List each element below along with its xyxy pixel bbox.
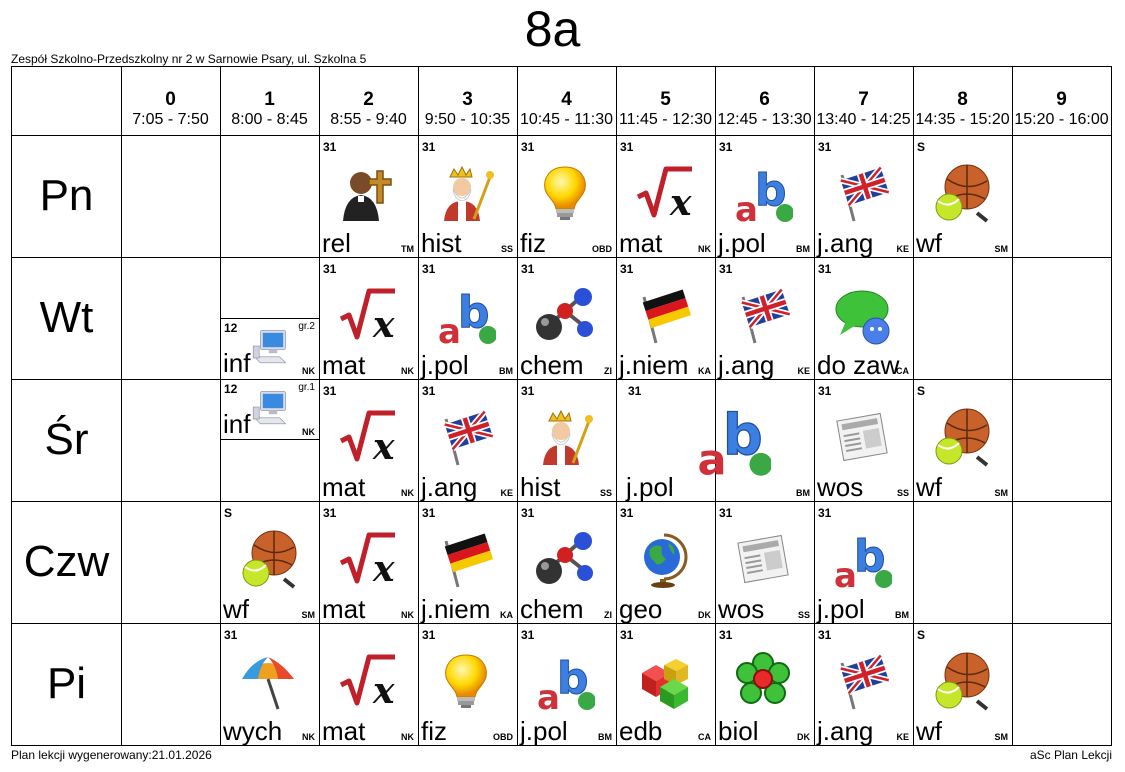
svg-text:a: a bbox=[537, 678, 560, 711]
period-time: 8:00 - 8:45 bbox=[231, 111, 308, 128]
subject-name: fiz bbox=[520, 228, 546, 258]
subject-name: j.ang bbox=[817, 228, 874, 258]
letters-ab-icon bbox=[695, 401, 771, 477]
svg-text:b: b bbox=[755, 165, 787, 216]
subject-name: mat bbox=[619, 228, 663, 258]
svg-text:x: x bbox=[373, 304, 395, 345]
lesson-cell[interactable] bbox=[319, 623, 418, 745]
column-divider bbox=[1012, 67, 1013, 745]
subject-name: do zaw bbox=[817, 350, 900, 380]
room-number: 12 bbox=[224, 382, 238, 396]
period-header bbox=[121, 67, 220, 135]
letters-ab-icon bbox=[832, 529, 892, 589]
room-number: 31 bbox=[818, 506, 832, 520]
teacher-code: BM bbox=[895, 610, 909, 620]
subject-name: chem bbox=[520, 350, 584, 380]
cubes-icon bbox=[634, 651, 694, 711]
period-header bbox=[220, 67, 319, 135]
lesson-cell[interactable] bbox=[616, 135, 715, 257]
teacher-code: OBD bbox=[592, 244, 612, 254]
teacher-code: KE bbox=[500, 488, 513, 498]
room-number: 31 bbox=[422, 384, 436, 398]
teacher-code: NK bbox=[698, 244, 711, 254]
svg-text:b: b bbox=[557, 653, 589, 704]
uk-flag-icon bbox=[733, 285, 793, 345]
sport-balls-icon bbox=[931, 651, 991, 711]
subject-name: j.ang bbox=[817, 716, 874, 746]
math-root-icon bbox=[337, 407, 397, 467]
teacher-code: KE bbox=[797, 366, 810, 376]
molecule-icon bbox=[535, 285, 595, 345]
period-time: 14:35 - 15:20 bbox=[915, 111, 1010, 128]
teacher-code: SS bbox=[599, 488, 612, 498]
day-label: Pi bbox=[46, 659, 87, 708]
teacher-code: ZI bbox=[604, 366, 612, 376]
room-number: S bbox=[917, 384, 926, 398]
lesson-cell[interactable] bbox=[814, 257, 913, 379]
teacher-code: SS bbox=[896, 488, 909, 498]
globe-icon bbox=[634, 529, 694, 589]
lesson-cell[interactable] bbox=[319, 501, 418, 623]
teacher-code: KE bbox=[896, 732, 909, 742]
lesson-half-border bbox=[220, 439, 319, 440]
room-number: 31 bbox=[620, 628, 634, 642]
svg-text:x: x bbox=[670, 182, 692, 223]
subject-name: wos bbox=[718, 594, 765, 624]
lesson-cell[interactable] bbox=[814, 379, 913, 501]
svg-text:a: a bbox=[834, 556, 857, 589]
teacher-code: SM bbox=[994, 488, 1008, 498]
lesson-cell[interactable] bbox=[220, 318, 319, 379]
period-number: 7 bbox=[858, 89, 869, 110]
lesson-cell[interactable] bbox=[913, 623, 1012, 745]
room-number: 31 bbox=[521, 140, 535, 154]
subject-name: j.ang bbox=[421, 472, 478, 502]
room-number: 31 bbox=[521, 506, 535, 520]
teacher-code: TM bbox=[401, 244, 414, 254]
lesson-cell[interactable] bbox=[517, 623, 616, 745]
subject-name: biol bbox=[718, 716, 759, 746]
computer-icon bbox=[252, 328, 288, 364]
teacher-code: NK bbox=[401, 610, 414, 620]
svg-text:a: a bbox=[735, 190, 758, 223]
lesson-cell[interactable] bbox=[418, 257, 517, 379]
teacher-code: KA bbox=[698, 366, 711, 376]
room-number: 31 bbox=[719, 628, 733, 642]
subject-name: j.pol bbox=[817, 594, 865, 624]
period-time: 7:05 - 7:50 bbox=[132, 111, 209, 128]
lesson-cell[interactable] bbox=[418, 379, 517, 501]
subject-name: inf bbox=[223, 348, 251, 378]
svg-text:x: x bbox=[373, 670, 395, 711]
subject-name: j.pol bbox=[421, 350, 469, 380]
subject-name: fiz bbox=[421, 716, 447, 746]
subject-name: j.pol bbox=[520, 716, 568, 746]
subject-name: mat bbox=[322, 350, 366, 380]
subject-name: rel bbox=[322, 228, 351, 258]
subject-name: j.ang bbox=[718, 350, 775, 380]
lesson-cell[interactable] bbox=[517, 257, 616, 379]
uk-flag-icon bbox=[832, 163, 892, 223]
king-icon bbox=[436, 163, 496, 223]
lesson-cell[interactable] bbox=[616, 623, 715, 745]
group-label: gr.1 bbox=[298, 382, 315, 393]
room-number: 31 bbox=[620, 140, 634, 154]
math-root-icon bbox=[337, 529, 397, 589]
period-time: 15:20 - 16:00 bbox=[1014, 111, 1109, 128]
teacher-code: SS bbox=[797, 610, 810, 620]
lesson-cell[interactable] bbox=[616, 257, 715, 379]
lesson-cell[interactable] bbox=[913, 135, 1012, 257]
period-number: 5 bbox=[660, 89, 671, 110]
period-time: 8:55 - 9:40 bbox=[330, 111, 407, 128]
room-number: S bbox=[917, 628, 926, 642]
room-number: 31 bbox=[521, 628, 535, 642]
math-root-icon bbox=[337, 651, 397, 711]
period-number: 6 bbox=[759, 89, 770, 110]
class-title: 8a bbox=[524, 1, 581, 57]
subject-name: mat bbox=[322, 472, 366, 502]
subject-name: mat bbox=[322, 594, 366, 624]
day-label: Śr bbox=[44, 415, 89, 464]
teacher-code: SM bbox=[994, 244, 1008, 254]
room-number: 12 bbox=[224, 321, 238, 335]
teacher-code: BM bbox=[796, 244, 810, 254]
teacher-code: SM bbox=[994, 732, 1008, 742]
subject-name: j.niem bbox=[421, 594, 491, 624]
uk-flag-icon bbox=[832, 651, 892, 711]
room-number: 31 bbox=[422, 262, 436, 276]
subject-name: geo bbox=[619, 594, 663, 624]
room-number: 31 bbox=[224, 628, 238, 642]
lesson-cell[interactable] bbox=[319, 135, 418, 257]
svg-text:b: b bbox=[722, 403, 763, 469]
group-label: gr.2 bbox=[298, 321, 315, 332]
period-time: 10:45 - 11:30 bbox=[519, 111, 614, 128]
flower-icon bbox=[733, 651, 793, 711]
subject-name: mat bbox=[322, 716, 366, 746]
teacher-code: NK bbox=[401, 732, 414, 742]
priest-icon bbox=[337, 163, 397, 223]
lesson-cell[interactable] bbox=[715, 257, 814, 379]
room-number: 31 bbox=[521, 262, 535, 276]
room-number: 31 bbox=[719, 140, 733, 154]
math-root-icon bbox=[634, 163, 694, 223]
room-number: 31 bbox=[323, 384, 337, 398]
subject-name: wf bbox=[916, 472, 942, 502]
lesson-cell[interactable] bbox=[814, 623, 913, 745]
lesson-cell[interactable] bbox=[319, 379, 418, 501]
period-header bbox=[715, 67, 814, 135]
column-divider bbox=[121, 67, 122, 745]
teacher-code: NK bbox=[302, 366, 315, 376]
subject-name: j.pol bbox=[626, 472, 674, 502]
lesson-cell[interactable] bbox=[913, 379, 1012, 501]
teacher-code: SM bbox=[301, 610, 315, 620]
room-number: 31 bbox=[818, 628, 832, 642]
generated-date: Plan lekcji wygenerowany:21.01.2026 bbox=[11, 748, 212, 762]
subject-name: wf bbox=[916, 716, 942, 746]
uk-flag-icon bbox=[436, 407, 496, 467]
period-header bbox=[319, 67, 418, 135]
svg-text:a: a bbox=[438, 312, 461, 345]
sport-balls-icon bbox=[238, 529, 298, 589]
room-number: 31 bbox=[628, 384, 642, 398]
room-number: 31 bbox=[818, 140, 832, 154]
room-number: 31 bbox=[620, 506, 634, 520]
svg-text:b: b bbox=[458, 287, 490, 338]
lesson-cell[interactable] bbox=[517, 501, 616, 623]
teacher-code: BM bbox=[796, 488, 810, 498]
period-time: 11:45 - 12:30 bbox=[618, 111, 713, 128]
teacher-code: CA bbox=[896, 366, 909, 376]
period-number: 2 bbox=[363, 89, 374, 110]
room-number: 31 bbox=[323, 262, 337, 276]
subject-name: wf bbox=[223, 594, 249, 624]
app-credit: aSc Plan Lekcji bbox=[1029, 748, 1112, 762]
lesson-cell[interactable] bbox=[220, 501, 319, 623]
lesson-cell[interactable] bbox=[517, 379, 616, 501]
room-number: 31 bbox=[620, 262, 634, 276]
period-number: 4 bbox=[561, 89, 572, 110]
speech-bubble-icon bbox=[832, 285, 892, 345]
period-header bbox=[814, 67, 913, 135]
room-number: 31 bbox=[422, 506, 436, 520]
teacher-code: DK bbox=[797, 732, 810, 742]
german-flag-icon bbox=[436, 529, 496, 589]
lesson-cell[interactable] bbox=[814, 135, 913, 257]
room-number: 31 bbox=[719, 262, 733, 276]
teacher-code: KE bbox=[896, 244, 909, 254]
period-time: 13:40 - 14:25 bbox=[816, 111, 911, 128]
subject-name: inf bbox=[223, 409, 251, 439]
subject-name: wos bbox=[817, 472, 864, 502]
period-header bbox=[1012, 67, 1111, 135]
lesson-cell[interactable] bbox=[715, 623, 814, 745]
period-number: 1 bbox=[264, 89, 275, 110]
room-number: 31 bbox=[719, 506, 733, 520]
teacher-code: SS bbox=[500, 244, 513, 254]
lesson-cell[interactable] bbox=[616, 379, 814, 501]
subject-name: hist bbox=[520, 472, 561, 502]
lesson-cell[interactable] bbox=[418, 135, 517, 257]
lesson-cell[interactable] bbox=[319, 257, 418, 379]
teacher-code: NK bbox=[401, 488, 414, 498]
period-number: 9 bbox=[1056, 89, 1067, 110]
teacher-code: DK bbox=[698, 610, 711, 620]
king-icon bbox=[535, 407, 595, 467]
day-label: Wt bbox=[39, 293, 94, 342]
subject-name: edb bbox=[619, 716, 663, 746]
room-number: 31 bbox=[818, 384, 832, 398]
school-name: Zespół Szkolno-Przedszkolny nr 2 w Sarnowie Psary, ul. Szkolna 5 bbox=[11, 52, 367, 66]
room-number: 31 bbox=[422, 628, 436, 642]
period-number: 0 bbox=[165, 89, 176, 110]
teacher-code: OBD bbox=[493, 732, 513, 742]
period-number: 3 bbox=[462, 89, 473, 110]
sport-balls-icon bbox=[931, 163, 991, 223]
lesson-cell[interactable] bbox=[418, 623, 517, 745]
room-number: 31 bbox=[521, 384, 535, 398]
room-number: 31 bbox=[422, 140, 436, 154]
period-time: 9:50 - 10:35 bbox=[424, 111, 511, 128]
period-time: 12:45 - 13:30 bbox=[717, 111, 812, 128]
teacher-code: ZI bbox=[604, 610, 612, 620]
lightbulb-icon bbox=[535, 163, 595, 223]
svg-text:x: x bbox=[373, 548, 395, 589]
subject-name: hist bbox=[421, 228, 462, 258]
lightbulb-icon bbox=[436, 651, 496, 711]
svg-text:a: a bbox=[697, 435, 727, 477]
letters-ab-icon bbox=[436, 285, 496, 345]
day-label: Czw bbox=[23, 537, 110, 586]
period-header bbox=[616, 67, 715, 135]
room-number: 31 bbox=[323, 506, 337, 520]
day-label: Pn bbox=[39, 171, 94, 220]
lesson-cell[interactable] bbox=[616, 501, 715, 623]
teacher-code: BM bbox=[598, 732, 612, 742]
teacher-code: BM bbox=[499, 366, 513, 376]
lesson-half-border bbox=[220, 318, 319, 319]
room-number: 31 bbox=[323, 140, 337, 154]
subject-name: wych bbox=[223, 716, 283, 746]
period-header bbox=[517, 67, 616, 135]
newspaper-icon bbox=[832, 407, 892, 467]
letters-ab-icon bbox=[535, 651, 595, 711]
lesson-cell[interactable] bbox=[418, 501, 517, 623]
subject-name: wf bbox=[916, 228, 942, 258]
lesson-cell[interactable] bbox=[715, 501, 814, 623]
teacher-code: NK bbox=[401, 366, 414, 376]
period-header bbox=[418, 67, 517, 135]
letters-ab-icon bbox=[733, 163, 793, 223]
period-number: 8 bbox=[957, 89, 968, 110]
newspaper-icon bbox=[733, 529, 793, 589]
lesson-cell[interactable] bbox=[220, 379, 319, 440]
teacher-code: NK bbox=[302, 427, 315, 437]
room-number: 31 bbox=[818, 262, 832, 276]
molecule-icon bbox=[535, 529, 595, 589]
svg-text:b: b bbox=[854, 531, 886, 582]
subject-name: j.pol bbox=[718, 228, 766, 258]
lesson-cell[interactable] bbox=[220, 623, 319, 745]
room-number: S bbox=[917, 140, 926, 154]
teacher-code: CA bbox=[698, 732, 711, 742]
teacher-code: KA bbox=[500, 610, 513, 620]
german-flag-icon bbox=[634, 285, 694, 345]
sport-balls-icon bbox=[931, 407, 991, 467]
math-root-icon bbox=[337, 285, 397, 345]
room-number: S bbox=[224, 506, 233, 520]
svg-text:x: x bbox=[373, 426, 395, 467]
lesson-cell[interactable] bbox=[814, 501, 913, 623]
subject-name: chem bbox=[520, 594, 584, 624]
teacher-code: NK bbox=[302, 732, 315, 742]
umbrella-icon bbox=[238, 651, 298, 711]
lesson-cell[interactable] bbox=[715, 135, 814, 257]
period-header bbox=[913, 67, 1012, 135]
timetable-grid bbox=[11, 66, 1112, 746]
subject-name: j.niem bbox=[619, 350, 689, 380]
computer-icon bbox=[252, 389, 288, 425]
lesson-cell[interactable] bbox=[517, 135, 616, 257]
